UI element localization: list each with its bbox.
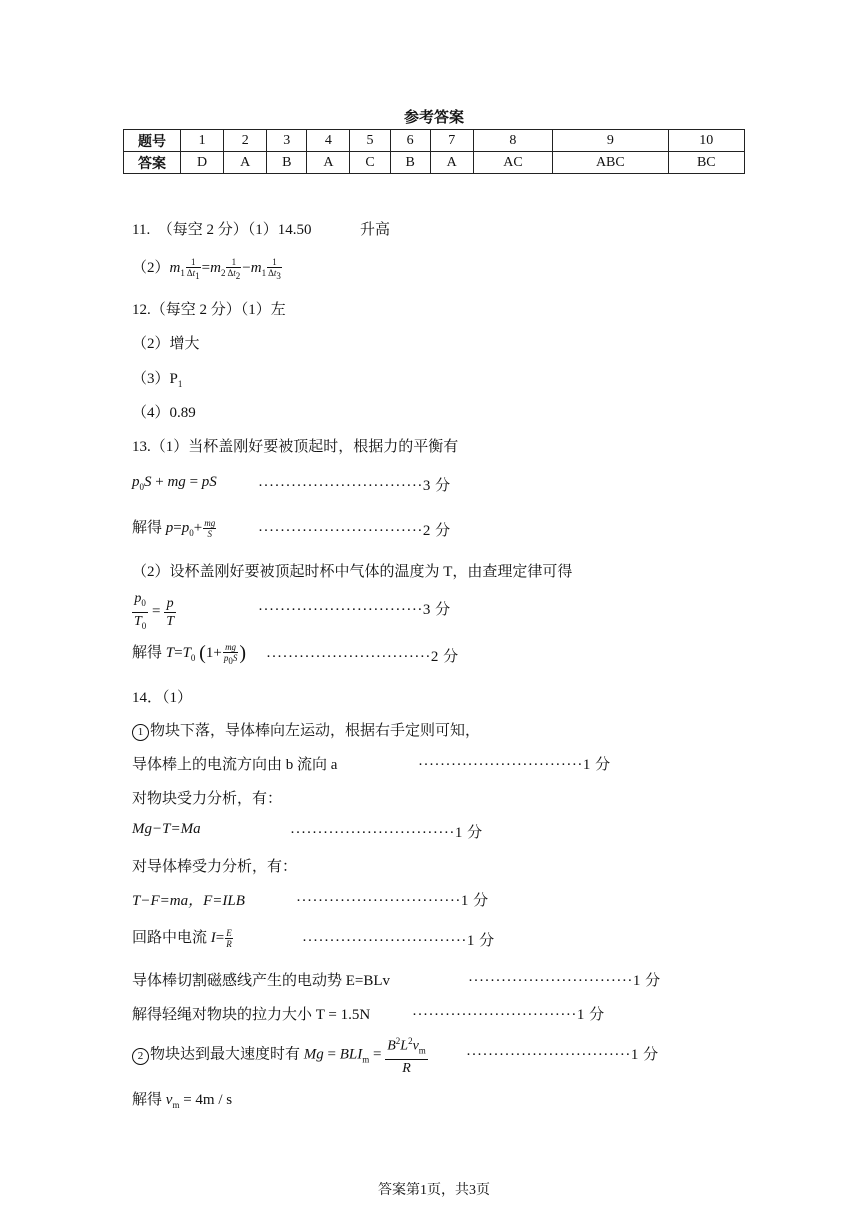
q13-line1: 13.（1）当杯盖刚好要被顶起时，根据力的平衡有 [132, 439, 459, 455]
fraction: $\frac{1}{\Delta t_2}$ [227, 256, 241, 281]
q14-eq2-score: ······························1 分 [296, 893, 489, 909]
table-cell: AC [473, 152, 552, 174]
table-header-cell: 题号 [124, 130, 181, 152]
table-cell: 4 [307, 130, 350, 152]
q14-line9-prefix: 解得 [132, 1092, 166, 1108]
q12-line3 [132, 367, 182, 389]
q11-line1 [132, 218, 311, 239]
score: 3 分 [422, 602, 451, 618]
q13-eq4-score: ······························2 分 [266, 649, 459, 665]
q13-eq2-prefix: 解得 [132, 520, 166, 536]
circled-number: 2 [132, 1048, 149, 1065]
q12-line3-text: （3）P [132, 371, 178, 387]
q13-line2: （2）设杯盖刚好要被顶起时杯中气体的温度为 T，由查理定律可得 [132, 564, 573, 580]
q14-eq2: T−F=ma，F=ILB [132, 893, 245, 909]
table-cell: A [430, 152, 473, 174]
q14-eq1-score: ······························1 分 [290, 825, 483, 841]
q14-line7: 解得轻绳对物块的拉力大小 T = 1.5N [132, 1007, 371, 1023]
table-cell: 10 [668, 130, 744, 152]
fraction: $\frac{mg}{S}$ [204, 518, 216, 540]
q14-eq3-prefix: 回路中电流 [132, 930, 211, 946]
q11-text: 11. （每空 2 分）（1）14.50 [132, 222, 312, 238]
table-cell: 1 [181, 130, 224, 152]
q14-line5: 对导体棒受力分析，有： [132, 859, 298, 875]
q14-line8-prefix: 物块达到最大速度时有 [150, 1046, 304, 1063]
q12-line1: 12.（每空 2 分）（1）左 [132, 302, 286, 318]
table-cell: B [390, 152, 430, 174]
table-cell: C [350, 152, 390, 174]
q13-eq4-prefix: 解得 [132, 645, 166, 661]
q14-line1: 14．（1） [132, 690, 193, 706]
q14-line8: 2 物块达到最大速度时有 $Mg = BLI_m$ = $\frac{B^2L^2v_m}{R}$ [132, 1033, 428, 1077]
score: 1 分 [466, 933, 495, 949]
q13-eq3-score: ······························3 分 [258, 602, 451, 618]
fraction: $\frac{B^2L^2v_m}{R}$ [385, 1033, 428, 1077]
q13-eq4: 解得 $T=T_0$ (1+ $\frac{mg}{p_0S}$ ) [132, 641, 246, 666]
q14-line9: 解得 $v_m = 4m / s$ [132, 1092, 233, 1110]
q14-eq1: Mg−T=Ma [132, 821, 201, 837]
q14-eq3: 回路中电流 I= $\frac{E}{R}$ [132, 928, 232, 950]
table-cell: B [267, 152, 307, 174]
table-cell: 5 [350, 130, 390, 152]
score: 2 分 [430, 649, 459, 665]
q13-eq2-score: ······························2 分 [258, 523, 451, 539]
table-cell: 6 [390, 130, 430, 152]
table-cell: D [181, 152, 224, 174]
table-cell: 9 [553, 130, 669, 152]
answer-table [123, 129, 745, 174]
q14-line6: 导体棒切割磁感线产生的电动势 E=BLv [132, 973, 391, 989]
score: 3 分 [422, 478, 451, 494]
table-cell: 8 [473, 130, 552, 152]
score: 1 分 [454, 825, 483, 841]
fraction: $\frac{1}{\Delta t_1}$ [186, 256, 200, 281]
table-cell: A [224, 152, 267, 174]
table-cell: BC [668, 152, 744, 174]
q14-line4: 对物块受力分析，有： [132, 791, 283, 807]
score: 1 分 [582, 757, 611, 773]
q11-line2: $(2)m_1$ $\frac{1}{\Delta t_1}$ $=m_2$ $\frac{1}{\Delta t_2}$ $-m_1$ $\frac{1}{\Delta t_3}$ [132, 256, 281, 281]
q13-eq1: $p_0S$ + mg = pS [132, 474, 217, 492]
table-row-numbers [124, 130, 745, 152]
q14-line2-text: 物块下落，导体棒向左运动，根据右手定则可知， [150, 723, 481, 739]
table-cell: ABC [553, 152, 669, 174]
table-cell: 3 [267, 130, 307, 152]
q14-line7-score: ······························1 分 [412, 1007, 605, 1023]
fraction: $\frac{mg}{p_0S}$ [223, 641, 238, 666]
table-cell: 7 [430, 130, 473, 152]
q12-line4: （4）0.89 [132, 405, 196, 421]
page-footer: 答案第1页，共3页 [378, 1183, 490, 1198]
q13-eq2: 解得 $p=p_0+$ $\frac{mg}{S}$ [132, 518, 216, 540]
fraction: $\frac{p_0}{T_0}$ [134, 591, 147, 631]
fraction: $\frac{p}{T}$ [166, 595, 175, 629]
score: 1 分 [630, 1047, 659, 1063]
q14-line8-score: ······························1 分 [466, 1047, 659, 1063]
page-title: 参考答案 [403, 110, 464, 126]
q14-line3-score: ······························1 分 [418, 757, 611, 773]
score: 1 分 [460, 893, 489, 909]
table-cell: A [307, 152, 350, 174]
q14-line2 [132, 719, 480, 741]
q13-eq1-score: ······························3 分 [258, 478, 451, 494]
q11-answer2: 升高 [360, 222, 391, 238]
q11-line2-prefix: （2） [132, 260, 170, 276]
q14-eq3-score: ······························1 分 [302, 933, 495, 949]
table-header-cell: 答案 [124, 152, 181, 174]
table-row-answers [124, 152, 745, 174]
score: 1 分 [576, 1007, 605, 1023]
q13-eq3: $\frac{p_0}{T_0}$ = $\frac{p}{T}$ [132, 590, 176, 635]
q12-line2: （2）增大 [132, 336, 200, 352]
score: 2 分 [422, 523, 451, 539]
q14-line6-score: ······························1 分 [468, 973, 661, 989]
fraction: $\frac{E}{R}$ [226, 928, 232, 950]
q14-line3: 导体棒上的电流方向由 b 流向 a [132, 757, 338, 773]
score: 1 分 [632, 973, 661, 989]
fraction: $\frac{1}{\Delta t_3}$ [268, 256, 281, 281]
table-cell: 2 [224, 130, 267, 152]
circled-number: 1 [132, 724, 149, 741]
q12-line3-sub: 1 [177, 379, 183, 389]
